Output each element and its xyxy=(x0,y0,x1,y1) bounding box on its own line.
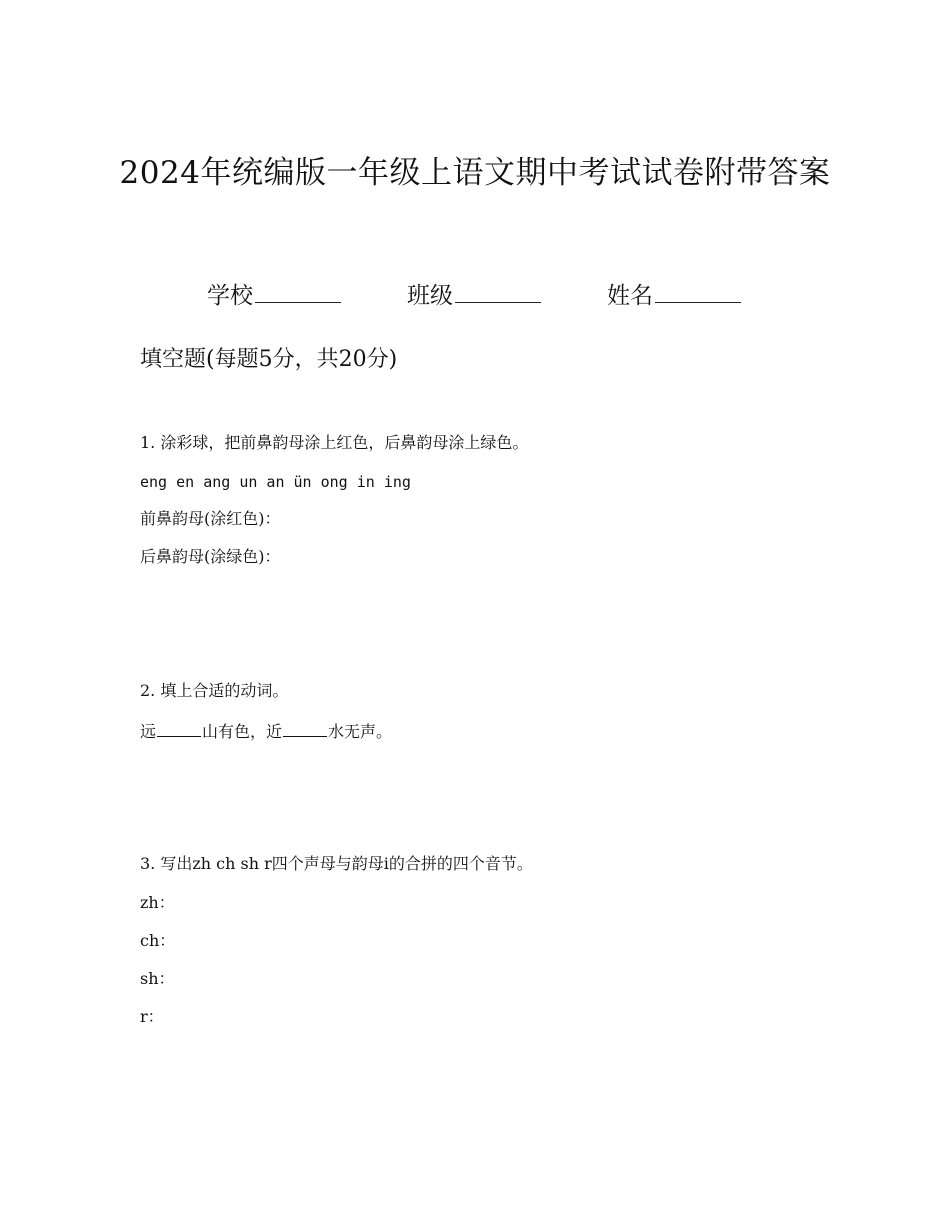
question-1-finals: eng en ang un an ün ong in ing xyxy=(140,473,411,491)
school-label: 学校 xyxy=(207,283,253,309)
question-3-answer-zh[interactable]: zh： xyxy=(140,893,175,912)
name-field[interactable] xyxy=(607,276,741,314)
verb-blank-2[interactable] xyxy=(283,718,327,737)
name-blank[interactable] xyxy=(655,276,741,303)
page-title: 2024年统编版一年级上语文期中考试试卷附带答案 xyxy=(119,155,831,191)
sentence-part: 水无声。 xyxy=(328,722,393,741)
question-1-back-nasal-answer[interactable]: 后鼻韵母(涂绿色)： xyxy=(140,547,281,566)
question-3-answer-ch[interactable]: ch： xyxy=(140,931,176,950)
question-1-prompt: 1. 涂彩球，把前鼻韵母涂上红色，后鼻韵母涂上绿色。 xyxy=(140,433,529,452)
class-blank[interactable] xyxy=(455,276,541,303)
student-info-row xyxy=(0,276,950,312)
verb-blank-1[interactable] xyxy=(157,718,201,737)
sentence-part: 远 xyxy=(140,722,157,741)
sentence-part: 山有色，近 xyxy=(202,722,283,741)
class-field[interactable] xyxy=(407,276,541,314)
school-blank[interactable] xyxy=(255,276,341,303)
class-label: 班级 xyxy=(407,283,453,309)
question-3-answer-r[interactable]: r： xyxy=(140,1007,164,1026)
school-field[interactable] xyxy=(207,276,341,314)
section-heading: 填空题(每题5分，共20分) xyxy=(140,347,398,372)
question-3-answer-sh[interactable]: sh： xyxy=(140,969,175,988)
question-2-sentence xyxy=(140,718,392,744)
question-1-front-nasal-answer[interactable]: 前鼻韵母(涂红色)： xyxy=(140,509,281,528)
name-label: 姓名 xyxy=(607,283,653,309)
question-3-prompt: 3. 写出zh ch sh r四个声母与韵母i的合拼的四个音节。 xyxy=(140,854,533,873)
question-2-prompt: 2. 填上合适的动词。 xyxy=(140,681,289,700)
